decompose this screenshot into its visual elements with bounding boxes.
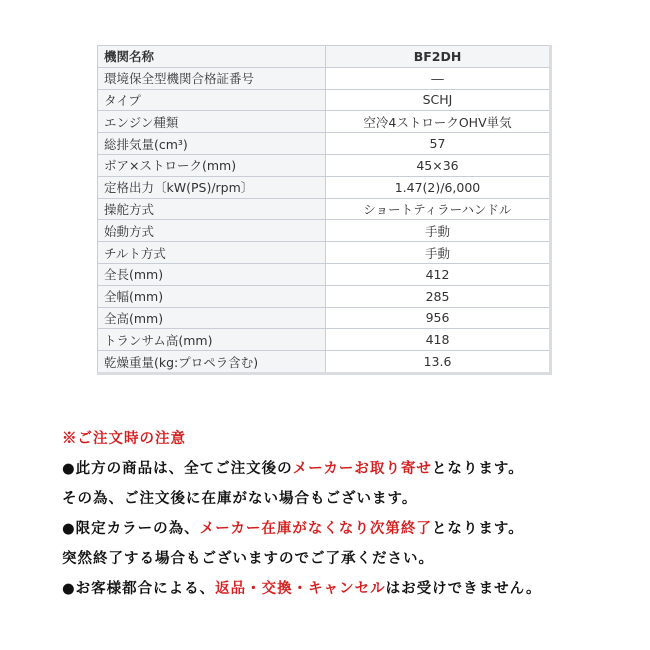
spec-label: タイプ xyxy=(97,89,325,111)
spec-row xyxy=(97,219,549,241)
notice-text: はお受けできません。 xyxy=(385,580,542,597)
notice-line: その為、ご注文後に在庫がない場合もございます。 xyxy=(62,490,418,507)
spec-value: 956 xyxy=(325,307,549,329)
spec-row xyxy=(97,89,549,111)
spec-value: ― xyxy=(325,67,549,89)
notice-line: 突然終了する場合もございますのでご了承ください。 xyxy=(62,550,434,567)
spec-row xyxy=(97,285,549,307)
spec-value: 1.47(2)/6,000 xyxy=(325,176,549,198)
spec-label: チルト方式 xyxy=(97,241,325,263)
notice-title: ※ご注文時の注意 xyxy=(62,430,186,447)
spec-label: 環境保全型機関合格証番号 xyxy=(97,67,325,89)
notice-line xyxy=(62,454,542,484)
spec-row xyxy=(97,198,549,220)
spec-label: 乾燥重量(kg:プロペラ含む) xyxy=(97,350,325,372)
spec-label: エンジン種類 xyxy=(97,110,325,132)
spec-label: 定格出力〔kW(PS)/rpm〕 xyxy=(97,176,325,198)
spec-value: 412 xyxy=(325,263,549,285)
spec-label: 全長(mm) xyxy=(97,263,325,285)
spec-row xyxy=(97,132,549,154)
notice-text: ●此方の商品は、全てご注文後の xyxy=(62,460,293,477)
spec-value: BF2DH xyxy=(325,45,549,67)
spec-label: トランサム高(mm) xyxy=(97,328,325,350)
spec-value: 手動 xyxy=(325,219,549,241)
spec-row xyxy=(97,241,549,263)
spec-label: 全幅(mm) xyxy=(97,285,325,307)
spec-row xyxy=(97,67,549,89)
spec-value: 285 xyxy=(325,285,549,307)
spec-value: 57 xyxy=(325,132,549,154)
spec-header-row xyxy=(97,45,549,67)
spec-value: ショートティラーハンドル xyxy=(325,198,549,220)
notice-highlight: メーカーお取り寄せ xyxy=(292,460,432,477)
spec-label: 全高(mm) xyxy=(97,307,325,329)
notice-text: ●限定カラーの為、 xyxy=(62,520,200,537)
spec-label: 操舵方式 xyxy=(97,198,325,220)
spec-row xyxy=(97,110,549,132)
notice-highlight: 返品・交換・キャンセル xyxy=(215,580,386,597)
spec-row xyxy=(97,328,549,350)
spec-row xyxy=(97,154,549,176)
spec-value: 手動 xyxy=(325,241,549,263)
notice-text: となります。 xyxy=(431,460,524,477)
notice-line xyxy=(62,574,542,604)
spec-value: 空冷4ストロークOHV単気 xyxy=(325,110,549,132)
notice-text: ●お客様都合による、 xyxy=(62,580,216,597)
spec-value: 418 xyxy=(325,328,549,350)
notice-line xyxy=(62,514,542,544)
spec-table xyxy=(97,45,552,375)
spec-label: 総排気量(cm³) xyxy=(97,132,325,154)
notice-highlight: メーカー在庫がなくなり次第終了 xyxy=(199,520,432,537)
spec-value: 13.6 xyxy=(325,350,549,372)
notice-text: となります。 xyxy=(431,520,524,537)
order-notice xyxy=(62,424,542,604)
spec-label: 始動方式 xyxy=(97,219,325,241)
spec-label: ボア×ストローク(mm) xyxy=(97,154,325,176)
spec-row xyxy=(97,176,549,198)
spec-row xyxy=(97,307,549,329)
spec-label: 機関名称 xyxy=(97,45,325,67)
spec-row xyxy=(97,350,549,372)
spec-value: SCHJ xyxy=(325,89,549,111)
spec-value: 45×36 xyxy=(325,154,549,176)
spec-row xyxy=(97,263,549,285)
